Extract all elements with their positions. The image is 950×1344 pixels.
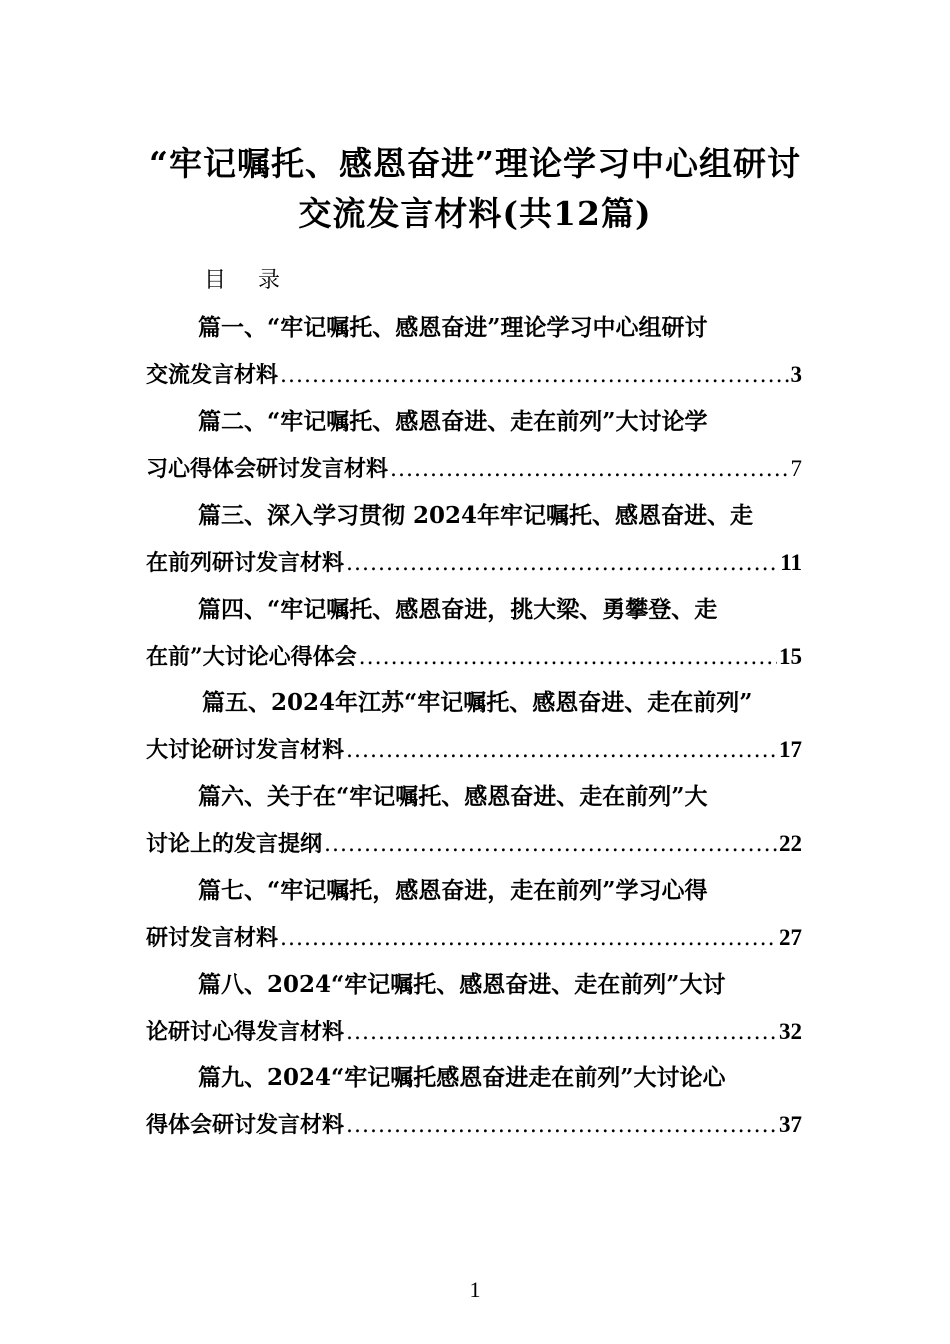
toc-entry-8-title-end: 论研讨心得发言材料	[146, 1019, 345, 1045]
toc-entry-9-continuation[interactable]	[146, 1109, 802, 1141]
toc-entry-5-leader	[346, 735, 777, 767]
toc-entry-5-continuation[interactable]	[146, 734, 802, 766]
toc-entry-3-page-number: 11	[780, 550, 802, 575]
toc-entry-3-title[interactable]: 篇三、深入学习贯彻 2024年牢记嘱托、感恩奋进、走	[198, 502, 754, 529]
toc-entry-7-title-end: 研讨发言材料	[146, 925, 279, 951]
toc-entry-5-title[interactable]: 篇五、2024年江苏“牢记嘱托、感恩奋进、走在前列”	[202, 689, 753, 716]
toc-entry-2-continuation[interactable]	[146, 453, 802, 485]
toc-entry-6-page-number: 22	[779, 831, 802, 856]
toc-entry-9-page-number: 37	[779, 1112, 802, 1137]
toc-entry-4-title[interactable]: 篇四、“牢记嘱托、感恩奋进，挑大梁、勇攀登、走	[198, 596, 718, 623]
toc-entry-7-page-number: 27	[779, 925, 802, 950]
document-title-line2: 交流发言材料(共12篇)	[298, 194, 652, 233]
page-number: 1	[469, 1277, 481, 1302]
toc-entry-4-continuation[interactable]	[146, 641, 802, 673]
toc-entry-1-leader	[280, 360, 788, 392]
toc-entry-5-title-end: 大讨论研讨发言材料	[146, 737, 345, 763]
toc-entry-3-continuation[interactable]	[146, 547, 802, 579]
toc-entry-4-page-number: 15	[779, 644, 802, 669]
toc-entry-6-leader	[324, 829, 777, 861]
toc-entry-4-title-end: 在前”大讨论心得体会	[146, 644, 357, 670]
toc-entry-7-leader	[280, 923, 777, 955]
toc-entry-2-page-number: 7	[790, 456, 802, 481]
toc-entry-8-leader	[346, 1017, 777, 1049]
toc-entry-1-title[interactable]: 篇一、“牢记嘱托、感恩奋进”理论学习中心组研讨	[198, 314, 708, 341]
toc-entry-1-continuation[interactable]	[146, 359, 802, 391]
toc-entry-9-title-end: 得体会研讨发言材料	[146, 1112, 345, 1138]
toc-entry-4-leader	[359, 642, 777, 674]
toc-entry-1-page-number: 3	[790, 362, 802, 387]
toc-entry-8-title[interactable]: 篇八、2024“牢记嘱托、感恩奋进、走在前列”大讨	[198, 971, 726, 998]
toc-entry-6-title-end: 讨论上的发言提纲	[146, 831, 323, 857]
toc-heading: 目录	[204, 268, 313, 293]
toc-entry-9-leader	[346, 1110, 777, 1142]
toc-entry-8-continuation[interactable]	[146, 1016, 802, 1048]
toc-entry-2-leader	[390, 454, 788, 486]
toc-entry-1-title-end: 交流发言材料	[146, 362, 279, 388]
toc-entry-3-title-end: 在前列研讨发言材料	[146, 550, 345, 576]
toc-entry-6-continuation[interactable]	[146, 828, 802, 860]
document-title-line1: “牢记嘱托、感恩奋进”理论学习中心组研讨	[149, 144, 801, 183]
toc-entry-6-title[interactable]: 篇六、关于在“牢记嘱托、感恩奋进、走在前列”大	[198, 783, 708, 810]
toc-entry-7-continuation[interactable]	[146, 922, 802, 954]
toc-entry-3-leader	[346, 548, 778, 580]
toc-entry-2-title[interactable]: 篇二、“牢记嘱托、感恩奋进、走在前列”大讨论学	[198, 408, 708, 435]
toc-entry-2-title-end: 习心得体会研讨发言材料	[146, 456, 389, 482]
toc-entry-7-title[interactable]: 篇七、“牢记嘱托，感恩奋进，走在前列”学习心得	[198, 877, 708, 904]
toc-entry-8-page-number: 32	[779, 1019, 802, 1044]
toc-entry-9-title[interactable]: 篇九、2024“牢记嘱托感恩奋进走在前列”大讨论心	[198, 1064, 726, 1091]
toc-entry-5-page-number: 17	[779, 737, 802, 762]
